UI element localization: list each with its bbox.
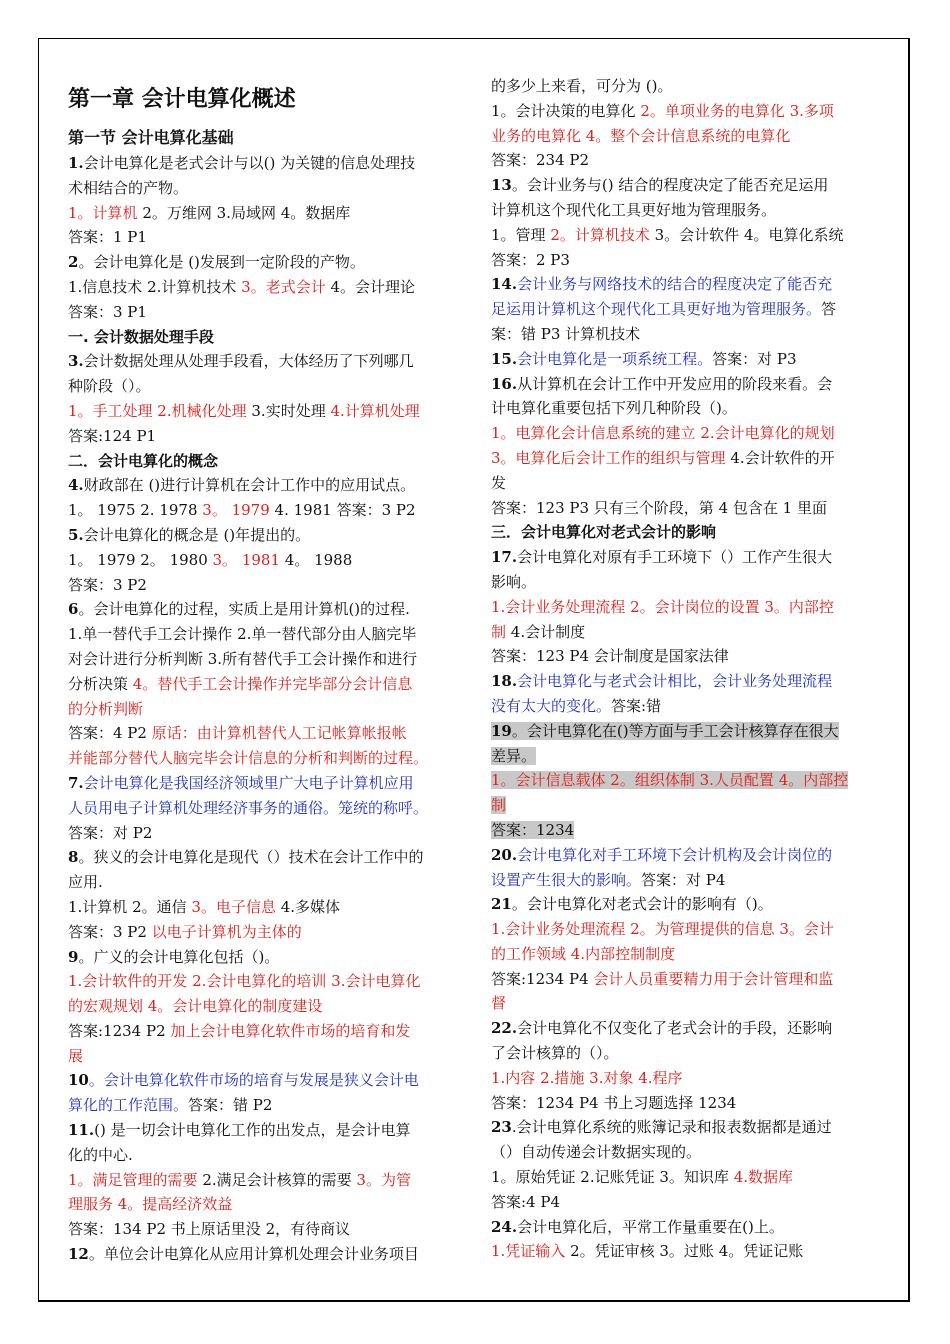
- text-run: 1。 1975 2. 1978: [68, 501, 203, 520]
- text-run: 。会计电算化对老式会计的影响有（)。: [511, 895, 773, 914]
- text-run: 18.: [491, 672, 518, 691]
- text-line: [68, 870, 460, 895]
- text-line: [68, 796, 460, 821]
- text-run: 会计电算化与老式会计相比，会计业务处理流程: [517, 672, 833, 691]
- text-run: 3。电子信息: [191, 897, 276, 916]
- text-run: （）自动传递会计数据实现的。: [491, 1143, 702, 1162]
- text-line: [491, 917, 883, 942]
- text-line: [491, 297, 883, 322]
- text-line: [491, 74, 883, 99]
- text-line: [491, 1215, 883, 1240]
- text-run: 的宏观规划 4。会计电算化的制度建设: [68, 997, 323, 1016]
- text-line: [68, 473, 460, 498]
- text-line: [491, 1239, 883, 1264]
- text-run: 的工作领域 4.内部控制制度: [491, 944, 676, 963]
- text-line: [68, 945, 460, 970]
- text-run: 1。计算机: [68, 203, 138, 222]
- text-line: [68, 1068, 460, 1093]
- text-run: 。会计电算化软件市场的培育与发展是狭义会计电: [88, 1071, 419, 1090]
- text-run: 19: [491, 721, 512, 740]
- text-run: 会计电算化不仅变化了老式会计的手段，还影响: [517, 1019, 833, 1038]
- right-column: [491, 74, 883, 1264]
- text-run: 答案：3 P2: [68, 922, 152, 941]
- text-run: 3。老式会计: [241, 277, 326, 296]
- text-line: [68, 969, 460, 994]
- text-line: [68, 523, 460, 548]
- text-line: [68, 920, 460, 945]
- text-run: 答案：对 P2: [68, 823, 153, 842]
- text-run: 9: [68, 947, 79, 966]
- text-line: [68, 176, 460, 201]
- text-line: [68, 821, 460, 846]
- text-run: 设置产生很大的影响。: [491, 870, 642, 889]
- text-run: 3.: [68, 352, 84, 371]
- text-run: 17.: [491, 548, 518, 567]
- text-line: [68, 399, 460, 424]
- text-line: [68, 275, 460, 300]
- text-line: [491, 471, 883, 496]
- text-run: 答案：123 P4 会计制度是国家法律: [491, 647, 729, 666]
- text-run: 3。 1979: [202, 501, 270, 520]
- text-run: 4.会计软件的开: [725, 448, 835, 467]
- text-line: [491, 1115, 883, 1140]
- text-run: 4. 1981 答案：3 P2: [269, 501, 416, 520]
- text-run: 3。会计软件 4。电算化系统: [649, 225, 844, 244]
- text-run: 4.: [68, 476, 84, 495]
- text-run: 。会计电算化在()等方面与手工会计核算存在很大: [511, 721, 839, 740]
- text-run: 2: [68, 253, 79, 272]
- text-line: [491, 272, 883, 297]
- text-run: 的分析判断: [68, 699, 144, 718]
- text-line: [68, 250, 460, 275]
- text-line: [68, 1217, 460, 1242]
- text-line: [491, 372, 883, 397]
- text-line: [491, 868, 883, 893]
- text-run: 1。满足管理的需要: [68, 1170, 198, 1189]
- text-run: 会计电算化对手工环境下会计机构及会计岗位的: [517, 845, 833, 864]
- text-run: 1.会计业务处理流程 2。为管理提供的信息 3。会计: [491, 920, 834, 939]
- text-run: 答案：3 P2: [68, 575, 147, 594]
- text-run: 3。电算化后会计工作的组织与管理: [491, 448, 726, 467]
- text-run: 财政部在 ()进行计算机在会计工作中的应用试点。: [83, 476, 416, 495]
- text-run: 术相结合的产物。: [68, 178, 189, 197]
- text-run: 会计电算化是老式会计与以() 为关键的信息处理技: [83, 154, 416, 172]
- text-line: [491, 1066, 883, 1091]
- text-line: [491, 99, 883, 124]
- text-run: 1。会计信息载体 2。组织体制 3.人员配置 4。内部控: [491, 771, 849, 790]
- text-line: [68, 548, 460, 573]
- text-run: 2。单项业务的电算化 3.多项: [640, 101, 834, 120]
- text-run: 1。手工处理 2.机械化处理: [68, 401, 247, 420]
- text-line: [491, 446, 883, 471]
- text-run: 1.凭证输入: [491, 1242, 566, 1261]
- text-run: 1.计算机 2。通信: [68, 897, 192, 916]
- text-line: [68, 1168, 460, 1193]
- text-run: 答案：1 P1: [68, 228, 147, 247]
- text-run: 会计电算化的概念是 ()年提出的。: [83, 525, 311, 544]
- text-run: 4.计算机处理: [330, 401, 420, 420]
- text-line: [491, 173, 883, 198]
- text-run: 答案：错 P2: [188, 1096, 273, 1115]
- text-run: 会计电算化后，平常工作量重要在()上。: [517, 1217, 784, 1236]
- text-run: 三．会计电算化对老式会计的影响: [491, 523, 717, 542]
- text-run: 1.会计软件的开发 2.会计电算化的培训 3.会计电算化: [68, 972, 421, 991]
- text-line: [68, 1242, 460, 1267]
- text-line: [68, 1093, 460, 1118]
- text-line: [491, 793, 883, 818]
- text-run: 22.: [491, 1019, 518, 1038]
- text-line: [491, 1140, 883, 1165]
- text-line: [68, 622, 460, 647]
- text-line: [491, 223, 883, 248]
- text-run: 答案：134 P2 书上原话里没 2，有待商议: [68, 1220, 351, 1239]
- text-run: 4。替代手工会计操作并完毕部分会计信息: [132, 674, 413, 693]
- text-line: [491, 719, 883, 744]
- text-run: 答案:4 P4: [491, 1192, 561, 1211]
- text-run: 14.: [491, 275, 518, 294]
- text-line: [68, 1044, 460, 1069]
- text-line: [491, 198, 883, 223]
- text-line: [68, 746, 460, 771]
- text-run: 原话：由计算机替代人工记帐算帐报帐: [151, 724, 407, 743]
- text-line: [68, 597, 460, 622]
- text-line: [491, 545, 883, 570]
- text-line: [491, 421, 883, 446]
- text-run: 1.会计业务处理流程 2。会计岗位的设置 3。内部控: [491, 597, 834, 616]
- text-run: 没有太大的变化。: [491, 696, 612, 715]
- text-line: [68, 721, 460, 746]
- text-run: 业务的电算化 4。整个会计信息系统的电算化: [491, 126, 791, 145]
- text-line: [491, 124, 883, 149]
- text-run: 了会计核算的（）。: [491, 1044, 619, 1063]
- text-line: [491, 967, 883, 992]
- text-run: 2.满足会计核算的需要: [197, 1170, 357, 1189]
- text-run: 15.: [491, 349, 518, 368]
- text-line: [491, 942, 883, 967]
- text-run: 1.单一替代手工会计操作 2.单一替代部分由人脑完毕: [68, 625, 417, 644]
- text-run: 加上会计电算化软件市场的培育和发: [170, 1021, 411, 1040]
- text-run: 8: [68, 848, 79, 867]
- text-run: 应用.: [68, 873, 103, 892]
- text-line: [68, 424, 460, 449]
- text-run: 24.: [491, 1217, 518, 1236]
- text-line: [491, 322, 883, 347]
- text-line: [68, 1019, 460, 1044]
- text-run: 23: [491, 1118, 512, 1137]
- text-run: 答: [821, 300, 837, 319]
- text-run: 10: [68, 1071, 89, 1090]
- text-run: 制: [491, 796, 507, 815]
- text-line: [68, 672, 460, 697]
- text-run: 答案：234 P2: [491, 151, 590, 170]
- text-run: 的多少上来看，可分为 ()。: [491, 77, 673, 95]
- text-run: 会计电算化对原有手工环境下（）工作产生很大: [517, 548, 833, 567]
- text-run: 13: [491, 176, 512, 195]
- text-run: 二．会计电算化的概念: [68, 451, 219, 470]
- text-run: 以电子计算机为主体的: [151, 922, 302, 941]
- text-run: 1。原始凭证 2.记账凭证 3。知识库: [491, 1168, 734, 1187]
- text-line: [491, 595, 883, 620]
- text-run: 答案:1234 P2: [68, 1021, 171, 1040]
- text-line: [68, 349, 460, 374]
- text-run: 答案：对 P3: [712, 349, 797, 368]
- text-run: 1.信息技术 2.计算机技术: [68, 277, 242, 296]
- text-line: [68, 151, 460, 176]
- text-run: 对会计进行分析判断 3.所有替代手工会计操作和进行: [68, 649, 418, 668]
- text-run: 督: [491, 994, 507, 1013]
- text-line: [491, 644, 883, 669]
- text-line: [68, 697, 460, 722]
- text-line: [491, 843, 883, 868]
- text-run: 。狭义的会计电算化是现代（）技术在会计工作中的: [78, 848, 424, 867]
- text-run: .会计电算化系统的账簿记录和报表数据都是通过: [511, 1118, 832, 1137]
- text-run: 4.数据库: [733, 1168, 794, 1187]
- text-run: 答案：1234: [491, 820, 575, 839]
- text-run: 会计人员重要精力用于会计管理和监: [593, 969, 834, 988]
- text-run: 。广义的会计电算化包括（)。: [78, 947, 280, 966]
- text-run: 。会计电算化是 ()发展到一定阶段的产物。: [78, 253, 365, 272]
- text-run: 2。万维网 3.局域网 4。数据库: [137, 203, 351, 222]
- text-run: 化的中心.: [68, 1145, 133, 1164]
- text-run: 1。 1979 2。 1980: [68, 550, 213, 569]
- text-line: [491, 396, 883, 421]
- text-run: 21: [491, 895, 512, 914]
- text-run: 1。电算化会计信息系统的建立 2.会计电算化的规划: [491, 424, 835, 443]
- text-run: () 是一切会计电算化工作的出发点，是会计电算: [94, 1121, 411, 1140]
- text-line: [491, 248, 883, 273]
- text-run: 理服务 4。提高经济效益: [68, 1195, 233, 1214]
- text-line: [491, 496, 883, 521]
- text-run: 人员用电子计算机处理经济事务的通俗。笼统的称呼。: [68, 798, 429, 817]
- text-run: 5.: [68, 525, 84, 544]
- text-run: 答案：3 P1: [68, 302, 147, 321]
- left-column: [68, 83, 460, 1267]
- text-run: 4.会计制度: [506, 622, 586, 641]
- text-line: [491, 620, 883, 645]
- text-run: 2。计算机技术: [550, 225, 650, 244]
- text-run: 计电算化重要包括下列几种阶段（)。: [491, 399, 737, 418]
- text-line: [68, 994, 460, 1019]
- text-run: 案：错 P3 计算机技术: [491, 324, 641, 343]
- text-line: [68, 845, 460, 870]
- text-line: [491, 1091, 883, 1116]
- text-run: 展: [68, 1046, 84, 1065]
- text-run: 算化的工作范围。: [68, 1096, 189, 1115]
- text-line: [68, 201, 460, 226]
- text-line: [491, 694, 883, 719]
- text-run: 答案：对 P4: [641, 870, 726, 889]
- text-line: [491, 1041, 883, 1066]
- text-run: 。单位会计电算化从应用计算机处理会计业务项目: [88, 1245, 419, 1264]
- text-line: [491, 744, 883, 769]
- text-line: [68, 1192, 460, 1217]
- text-run: 一. 会计数据处理手段: [68, 327, 214, 346]
- text-line: [68, 1143, 460, 1168]
- text-line: [68, 225, 460, 250]
- text-run: 4。会计理论: [325, 277, 416, 296]
- text-run: 分析决策: [68, 674, 133, 693]
- text-run: 1.内容 2.措施 3.对象 4.程序: [491, 1068, 683, 1087]
- text-run: 并能部分替代人脑完毕会计信息的分析和判断的过程。: [68, 749, 429, 768]
- text-line: [491, 570, 883, 595]
- text-run: 发: [491, 473, 507, 492]
- text-run: 答案：2 P3: [491, 250, 570, 269]
- text-run: 16.: [491, 374, 518, 393]
- text-line: [68, 300, 460, 325]
- text-run: 答案：123 P3 只有三个阶段，第 4 包含在 1 里面: [491, 498, 827, 517]
- section-title: 第一节 会计电算化基础: [68, 128, 234, 147]
- text-run: 6: [68, 600, 79, 619]
- text-line: [491, 1016, 883, 1041]
- text-line: [68, 1118, 460, 1143]
- text-run: 会计业务与网络技术的结合的程度决定了能否充: [517, 275, 833, 294]
- text-line: [491, 669, 883, 694]
- text-line: [491, 768, 883, 793]
- text-run: 会计数据处理从处理手段看，大体经历了下列哪几: [83, 352, 414, 371]
- text-run: 。会计业务与() 结合的程度决定了能否充足运用: [511, 176, 829, 195]
- text-line: [491, 991, 883, 1016]
- text-run: 会计电算化是一项系统工程。: [517, 349, 713, 368]
- text-line: [491, 1165, 883, 1190]
- text-line: [491, 520, 883, 545]
- text-run: 制: [491, 622, 507, 641]
- text-line: [491, 347, 883, 372]
- text-run: 答案:错: [611, 696, 662, 715]
- text-run: 1。会计决策的电算化: [491, 101, 641, 120]
- text-run: 3。为管: [356, 1170, 411, 1189]
- text-line: [68, 647, 460, 672]
- text-run: 3。 1981: [212, 550, 281, 569]
- text-run: 1.: [68, 154, 84, 172]
- text-line: [68, 573, 460, 598]
- text-run: 4。 1988: [280, 550, 353, 569]
- text-run: 差异。: [491, 746, 537, 765]
- document-page: [38, 38, 910, 1302]
- text-run: 11.: [68, 1121, 95, 1140]
- text-line: [491, 818, 883, 843]
- text-run: 7.: [68, 773, 84, 792]
- text-run: 答案:1234 P4: [491, 969, 594, 988]
- text-run: 12: [68, 1245, 89, 1264]
- text-run: 。会计电算化的过程，实质上是用计算机()的过程.: [78, 600, 410, 619]
- text-run: 足运用计算机这个现代化工具更好地为管理服务。: [491, 300, 822, 319]
- text-line: [68, 771, 460, 796]
- text-run: 4.多媒体: [275, 897, 341, 916]
- text-line: [68, 498, 460, 523]
- text-run: 从计算机在会计工作中开发应用的阶段来看。会: [517, 374, 833, 393]
- text-run: 2。凭证审核 3。过账 4。凭证记账: [565, 1242, 804, 1261]
- text-run: 影响。: [491, 572, 537, 591]
- text-run: 答案：4 P2: [68, 724, 152, 743]
- text-line: [491, 892, 883, 917]
- text-run: 会计电算化是我国经济领域里广大电子计算机应用: [83, 773, 414, 792]
- text-line: [68, 449, 460, 474]
- text-run: 答案:124 P1: [68, 426, 157, 445]
- chapter-title: 第一章 会计电算化概述: [68, 87, 296, 112]
- text-run: 种阶段（）。: [68, 377, 151, 396]
- text-run: 计算机这个现代化工具更好地为管理服务。: [491, 200, 777, 219]
- text-line: [491, 148, 883, 173]
- text-line: [68, 374, 460, 399]
- text-run: 3.实时处理: [246, 401, 331, 420]
- text-line: [68, 895, 460, 920]
- text-run: 1。管理: [491, 225, 551, 244]
- text-line: [491, 1190, 883, 1215]
- text-line: [68, 325, 460, 350]
- text-run: 答案：1234 P4 书上习题选择 1234: [491, 1093, 737, 1112]
- text-run: 20.: [491, 845, 518, 864]
